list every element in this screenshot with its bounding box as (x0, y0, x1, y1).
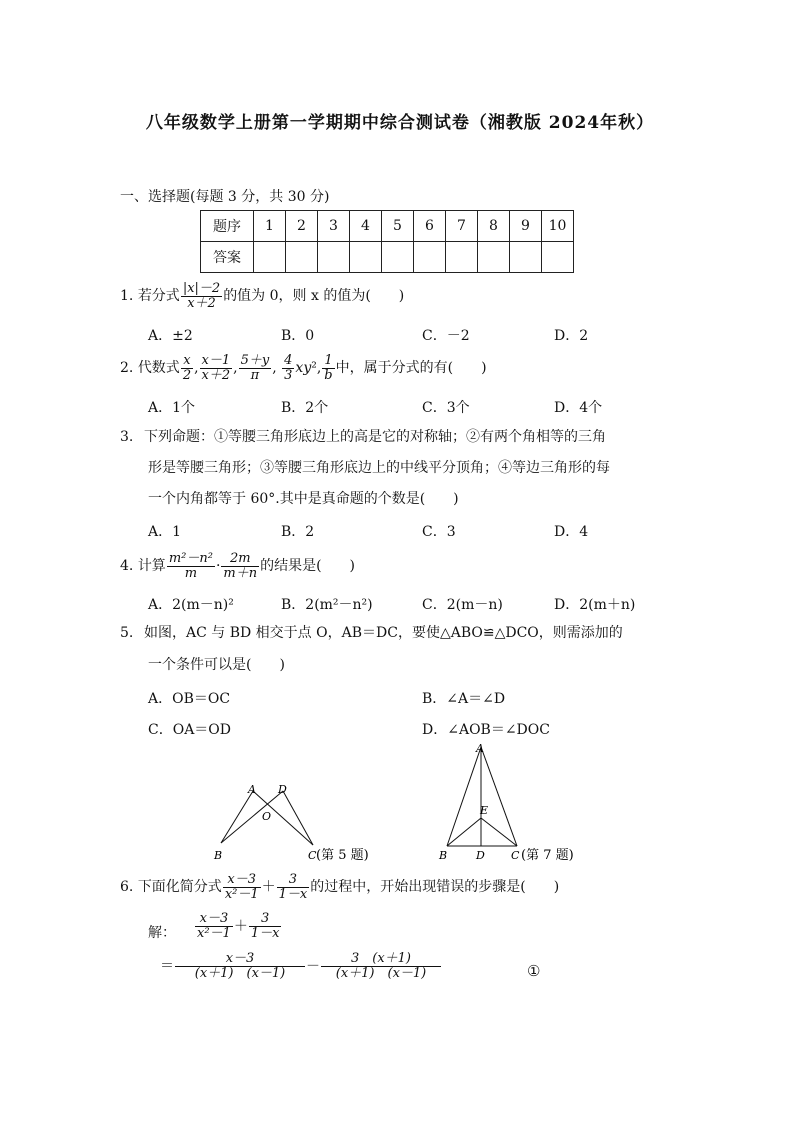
fraction: $\frac{2m}{m+n}$ (223, 550, 258, 581)
step-marker: ① (527, 962, 541, 980)
option-b[interactable]: B．2 (281, 524, 315, 540)
question-text: 的结果是( ) (260, 558, 356, 574)
option-a[interactable]: A．±2 (148, 328, 193, 344)
option-c[interactable]: C．2(m－n) (422, 597, 503, 613)
table-header-cell: 题序 (201, 211, 254, 242)
question-3-number: 3. (120, 429, 134, 445)
question-3-line-2: 形是等腰三角形；③等腰三角形底边上的中线平分顶角；④等边三角形的每 (148, 460, 610, 476)
figure-q5 (205, 775, 385, 870)
option-b[interactable]: B．∠A＝∠D (422, 691, 506, 707)
option-c[interactable]: C．3 (422, 524, 456, 540)
table-header-cell: 答案 (201, 242, 254, 273)
table-row (201, 242, 574, 273)
option-a[interactable]: A．OB＝OC (148, 691, 231, 707)
answer-cell[interactable] (414, 242, 446, 273)
table-number-cell: 3 (318, 211, 350, 242)
question-text: 代数式 (137, 360, 180, 376)
option-d[interactable]: D．∠AOB＝∠DOC (422, 722, 550, 738)
answer-cell[interactable] (542, 242, 574, 273)
question-text: 下面化简分式 (137, 879, 222, 895)
question-text: 若分式 (137, 288, 180, 304)
question-3-line-3: 一个内角都等于 60°.其中是真命题的个数是( ) (148, 491, 459, 507)
answer-cell[interactable] (382, 242, 414, 273)
table-number-cell: 1 (254, 211, 286, 242)
answer-cell[interactable] (510, 242, 542, 273)
option-c[interactable]: C．3个 (422, 400, 470, 416)
point-label: E (480, 804, 489, 817)
option-b[interactable]: B．2个 (281, 400, 329, 416)
fraction: $\frac{\text{m²－n²}}{m}$ (168, 550, 213, 581)
question-5-line-2: 一个条件可以是( ) (148, 657, 285, 673)
question-text: 计算 (137, 558, 166, 574)
table-row (201, 211, 574, 242)
point-label: D (278, 783, 287, 796)
point-label: A (248, 783, 256, 796)
point-label: B (214, 849, 223, 862)
question-number: 6. (120, 879, 134, 895)
point-label: C (511, 849, 520, 862)
point-label: D (476, 849, 485, 862)
fraction: $\frac{3}{1-x}$ (250, 911, 280, 941)
table-number-cell: 8 (478, 211, 510, 242)
question-number: 4. (120, 558, 134, 574)
solution-label: 解： (148, 925, 176, 941)
point-label: O (262, 810, 272, 823)
fraction: $\frac{5+y}{\pi}$ (240, 352, 270, 383)
fraction: $\frac{3}{1-x}$ (278, 871, 308, 902)
question-text: 的过程中，开始出现错误的步骤是( ) (310, 879, 560, 895)
question-text: 中，属于分式的有( ) (335, 360, 487, 376)
point-label: A (476, 742, 484, 755)
figure-q7 (435, 740, 595, 868)
option-a[interactable]: A．1 (148, 524, 182, 540)
fraction: $\frac{x-3}{(x+1) (x-1)}$ (175, 952, 305, 981)
table-number-cell: 7 (446, 211, 478, 242)
fraction: $\frac{3 (x+1)}{(x+1) (x-1)}$ (321, 952, 441, 981)
option-d[interactable]: D．2 (554, 328, 589, 344)
figure-caption: (第 5 题) (316, 848, 369, 863)
table-number-cell: 4 (350, 211, 382, 242)
option-b[interactable]: B．2(m²－n²) (281, 597, 373, 613)
answer-cell[interactable] (286, 242, 318, 273)
option-a[interactable]: A．1个 (148, 400, 196, 416)
answer-cell[interactable] (478, 242, 510, 273)
question-5-number: 5. (120, 625, 134, 641)
solution-expression: $\frac{x-3}{\text{x²－1}}$ ＋ $\frac{3}{1-x}$ (197, 911, 280, 941)
option-d[interactable]: D．4 (554, 524, 589, 540)
question-4: 4. 计算 $\frac{\text{m²－n²}}{m}$ · $\frac{2m}{m+n}$ 的结果是( ) (120, 550, 356, 581)
question-2: 2. 代数式 $\frac{x}{2}$ , $\frac{x-1}{x+2}$ , $\frac{5+y}{\pi}$ , $\frac{4}{3}$ xy², $\frac{1}{b}$ 中，属于分式的有( ) (120, 352, 487, 383)
option-c[interactable]: C．OA＝OD (148, 722, 232, 738)
question-3-line-1: 下列命题：①等腰三角形底边上的高是它的对称轴；②有两个角相等的三角 (144, 429, 606, 445)
option-d[interactable]: D．2(m＋n) (554, 597, 636, 613)
solution-step-1: ＝ $\frac{x-3}{(x+1) (x-1)}$ － $\frac{3 (x+1)}{(x+1) (x-1)}$ (160, 952, 442, 981)
option-a[interactable]: A．2(m－n)² (148, 597, 234, 613)
answer-cell[interactable] (254, 242, 286, 273)
table-number-cell: 5 (382, 211, 414, 242)
point-label: B (439, 849, 448, 862)
answer-table (200, 210, 574, 273)
question-1 (120, 281, 404, 312)
section-header: 一、选择题(每题 3 分，共 30 分) (120, 189, 330, 205)
fraction: $\frac{|x|-2}{x+2}$ (182, 280, 221, 311)
point-label: C (308, 849, 317, 862)
fraction: $\frac{x-3}{\text{x²－1}}$ (224, 871, 259, 902)
fraction: $\frac{x-3}{\text{x²－1}}$ (197, 911, 231, 941)
option-d[interactable]: D．4个 (554, 400, 603, 416)
option-c[interactable]: C．－2 (422, 328, 470, 344)
fraction: $\frac{1}{b}$ (324, 352, 333, 383)
table-number-cell: 9 (510, 211, 542, 242)
question-number: 2. (120, 360, 134, 376)
page-title: 八年级数学上册第一学期期中综合测试卷（湘教版 2024年秋） (145, 113, 655, 133)
table-number-cell: 2 (286, 211, 318, 242)
option-b[interactable]: B．0 (281, 328, 315, 344)
fraction: $\frac{x-1}{x+2}$ (201, 352, 231, 383)
fraction: $\frac{x}{2}$ (182, 352, 192, 383)
answer-cell[interactable] (318, 242, 350, 273)
question-6: 6. 下面化简分式 $\frac{x-3}{\text{x²－1}}$ ＋ $\frac{3}{1-x}$ 的过程中，开始出现错误的步骤是( ) (120, 871, 560, 902)
answer-cell[interactable] (350, 242, 382, 273)
answer-cell[interactable] (446, 242, 478, 273)
table-number-cell: 6 (414, 211, 446, 242)
fraction: $\frac{4}{3}$ (284, 352, 293, 383)
table-number-cell: 10 (542, 211, 574, 242)
question-number: 1. (120, 288, 134, 304)
question-5-line-1: 如图，AC 与 BD 相交于点 O，AB＝DC，要使△ABO≌△DCO，则需添加的 (144, 625, 623, 641)
question-text: 的值为 0，则 x 的值为( ) (223, 288, 405, 304)
figure-caption: (第 7 题) (521, 848, 574, 863)
